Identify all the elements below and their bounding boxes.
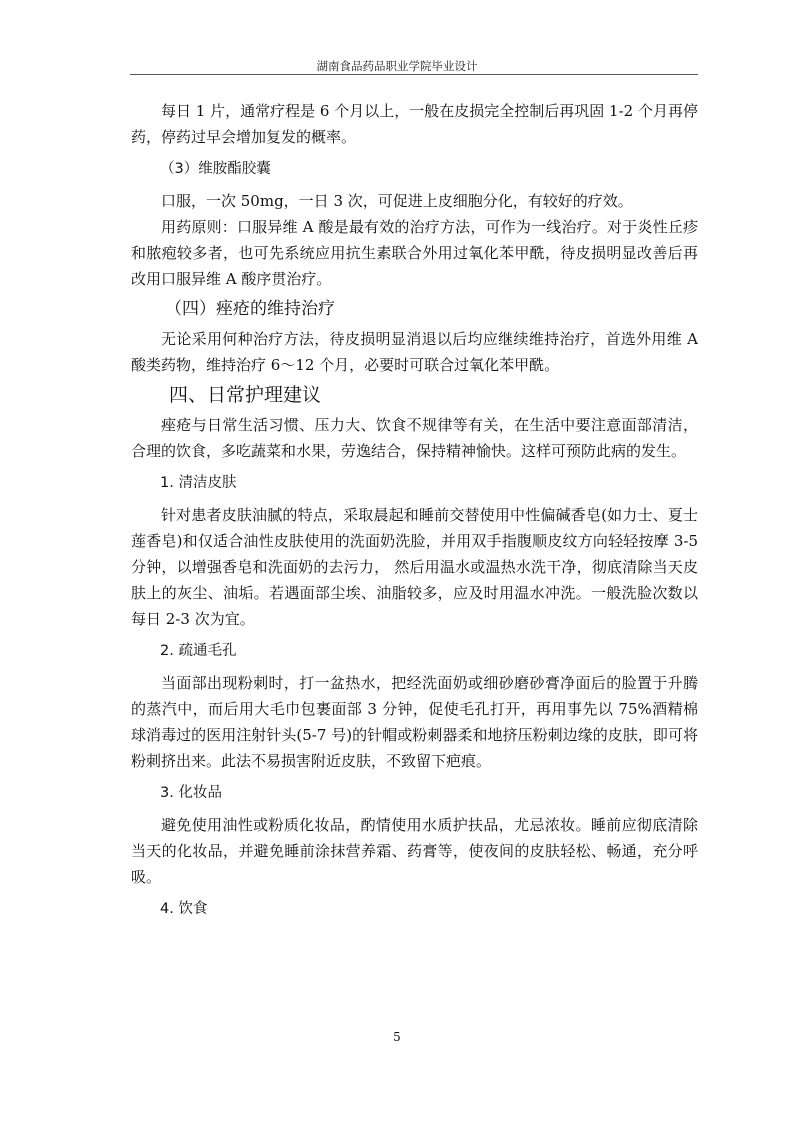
paragraph: 避免使用油性或粉质化妆品，酌情使用水质护扶品，尤忌浓妆。睡前应彻底清除当天的化妆品，并避免睡前涂抹营养霜、药膏等，使夜间的皮肤轻松、畅通，充分呼吸。: [131, 816, 698, 886]
paragraph: 无论采用何种治疗方法，待皮损明显消退以后均应继续维持治疗，首选外用维 A 酸类药物，维持治疗 6～12 个月，必要时可联合过氧化苯甲酰。: [131, 330, 698, 374]
subheading: 1. 清洁皮肤: [160, 475, 237, 491]
header-divider: [130, 74, 698, 75]
paragraph: 当面部出现粉刺时，打一盆热水，把经洗面奶或细砂磨砂膏净面后的脸置于升腾的蒸汽中，而后用大毛巾包裹面部 3 分钟，促使毛孔打开，再用事先以 75%酒精棉球消毒过的医用注射针头(5-7 号)的针帽或粉刺器柔和地挤压粉刺边缘的皮肤，即可将粉刺挤出来。此法不易损害附近皮肤，不致留下疤痕。: [131, 674, 698, 770]
page-header: 湖南食品药品职业学院毕业设计: [316, 59, 478, 73]
subheading: （3）维胺酯胶囊: [160, 161, 271, 177]
paragraph: 每日 1 片，通常疗程是 6 个月以上，一般在皮损完全控制后再巩固 1-2 个月再停药，停药过早会增加复发的概率。: [131, 102, 698, 146]
page-number: 5: [393, 1030, 401, 1044]
paragraph: 口服，一次 50mg，一日 3 次，可促进上皮细胞分化，有较好的疗效。: [161, 192, 633, 210]
chapter-heading: 四、日常护理建议: [169, 384, 322, 406]
subheading: 3. 化妆品: [160, 785, 222, 801]
subheading: 4. 饮食: [160, 901, 208, 917]
paragraph: 痤疮与日常生活习惯、压力大、饮食不规律等有关，在生活中要注意面部清洁，合理的饮食，多吃蔬菜和水果，劳逸结合，保持精神愉快。这样可预防此病的发生。: [131, 416, 698, 460]
document-body: [131, 98, 698, 928]
paragraph: 用药原则：口服异维 A 酸是最有效的治疗方法，可作为一线治疗。对于炎性丘疹和脓疱较多者，也可先系统应用抗生素联合外用过氧化苯甲酰，待皮损明显改善后再改用口服异维 A 酸序贯治疗。: [131, 218, 698, 288]
paragraph: 针对患者皮肤油腻的特点，采取晨起和睡前交替使用中性偏碱香皂(如力士、夏士莲香皂)和仅适合油性皮肤使用的洗面奶洗脸，并用双手指腹顺皮纹方向轻轻按摩 3-5 分钟，以增强香皂和洗面奶的去污力， 然后用温水或温热水洗干净，彻底清除当天皮肤上的灰尘、油垢。若遇面部尘埃、油脂较多，应及时用温水冲洗。一般洗脸次数以每日 2-3 次为宜。: [131, 506, 698, 628]
section-heading: （四）痤疮的维持治疗: [165, 299, 335, 319]
subheading: 2. 疏通毛孔: [160, 643, 237, 659]
